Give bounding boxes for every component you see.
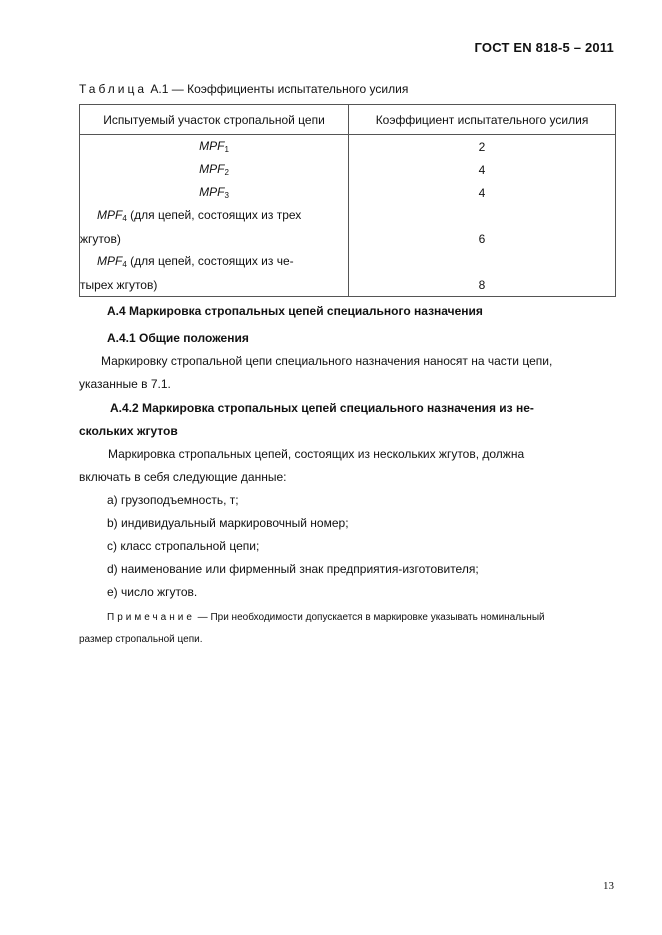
mpf-symbol: MPF [97, 208, 123, 222]
mpf-index: 4 [122, 260, 127, 269]
mpf-index: 3 [224, 191, 229, 200]
table-row-continuation [80, 273, 616, 297]
table-row-continuation [80, 227, 616, 250]
paragraph-line: Маркировка стропальных цепей, состоящих из нескольких жгутов, должна [108, 447, 525, 461]
row-label [80, 158, 349, 181]
table-caption [79, 82, 408, 96]
coefficient-table [79, 104, 616, 297]
row-value: 4 [349, 158, 616, 181]
column-header-section: Испытуемый участок стропальной цепи [80, 105, 349, 135]
section-heading-a41: А.4.1 Общие положения [107, 331, 249, 345]
row-value-empty [349, 204, 616, 227]
list-item: c) класс стропальной цепи; [107, 539, 260, 553]
document-code: ГОСТ EN 818-5 – 2011 [474, 40, 614, 55]
row-value: 4 [349, 181, 616, 204]
note-label: Примечание [107, 612, 195, 623]
paragraph-line: Маркировку стропальной цепи специального назначения наносят на части цепи, [101, 354, 553, 368]
note-continuation: размер стропальной цепи. [79, 634, 203, 645]
row-label-text: (для цепей, состоящих из трех [126, 208, 302, 222]
table-row [80, 135, 616, 159]
row-value-empty [349, 250, 616, 273]
table-row [80, 204, 616, 227]
note [107, 607, 545, 629]
list-item: b) индивидуальный маркировочный номер; [107, 516, 349, 530]
note-text: — При необходимости допускается в маркировке указывать номинальный [194, 612, 545, 623]
table-caption-text: А.1 — Коэффициенты испытательного усилия [147, 82, 409, 96]
mpf-index: 4 [122, 214, 127, 223]
mpf-symbol: MPF [97, 254, 123, 268]
mpf-symbol: MPF [199, 185, 225, 199]
mpf-symbol: MPF [199, 162, 225, 176]
section-heading-a42: А.4.2 Маркировка стропальных цепей специального назначения из не- [110, 401, 534, 415]
table-caption-label: Таблица [79, 82, 148, 96]
paragraph-line: указанные в 7.1. [79, 377, 171, 391]
section-heading-a4: А.4 Маркировка стропальных цепей специального назначения [107, 304, 483, 318]
mpf-index: 2 [224, 168, 229, 177]
table-row [80, 250, 616, 273]
row-label-text: (для цепей, состоящих из че- [126, 254, 294, 268]
row-value: 8 [349, 273, 616, 297]
paragraph-line: включать в себя следующие данные: [79, 470, 287, 484]
row-value: 6 [349, 227, 616, 250]
table-row [80, 158, 616, 181]
row-label [80, 181, 349, 204]
row-label-continuation: тырех жгутов) [80, 273, 349, 297]
column-header-coefficient: Коэффициент испытательного усилия [349, 105, 616, 135]
row-label [80, 250, 349, 273]
row-label-continuation: жгутов) [80, 227, 349, 250]
table-row [80, 181, 616, 204]
page-number: 13 [603, 880, 614, 892]
list-item: e) число жгутов. [107, 585, 198, 599]
row-label [80, 204, 349, 227]
section-heading-a42-continuation: скольких жгутов [79, 424, 178, 438]
mpf-index: 1 [224, 145, 229, 154]
row-label [80, 135, 349, 159]
table-header-row [80, 105, 616, 135]
mpf-symbol: MPF [199, 139, 225, 153]
list-item: a) грузоподъемность, т; [107, 493, 239, 507]
row-value: 2 [349, 135, 616, 159]
list-item: d) наименование или фирменный знак предприятия-изготовителя; [107, 562, 479, 576]
